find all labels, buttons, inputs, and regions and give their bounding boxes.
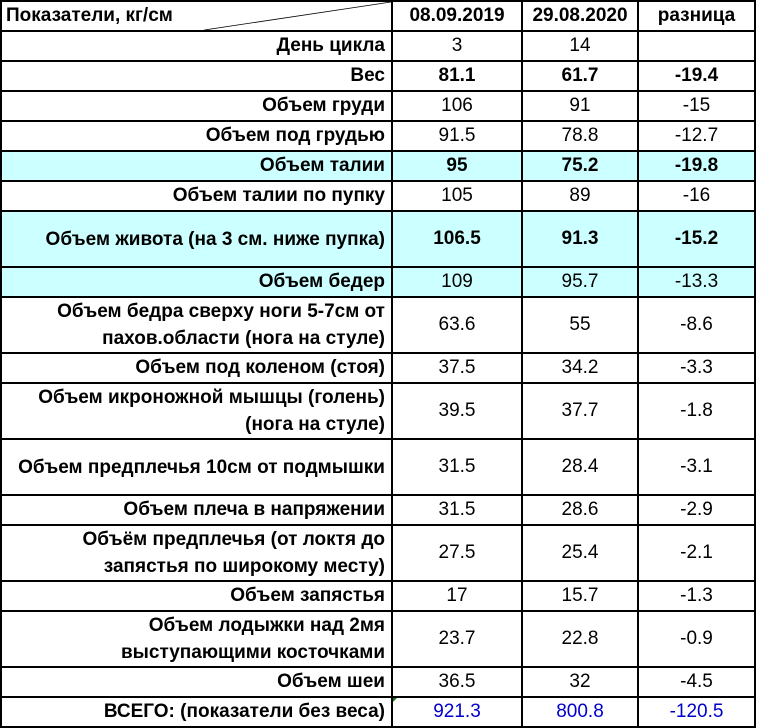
value-2019: 106.5 <box>392 211 522 267</box>
value-diff: -19.8 <box>638 151 755 181</box>
value-diff: -16 <box>638 181 755 211</box>
value-2019: 31.5 <box>392 495 522 525</box>
value-2020: 75.2 <box>522 151 638 181</box>
value-2019: 27.5 <box>392 525 522 581</box>
value-2020: 25.4 <box>522 525 638 581</box>
value-2020: 91.3 <box>522 211 638 267</box>
value-2019: 95 <box>392 151 522 181</box>
table-row <box>1 91 755 121</box>
table-row <box>1 495 755 525</box>
table-row <box>1 581 755 611</box>
value-2020: 28.4 <box>522 439 638 495</box>
total-2019-value: 921.3 <box>433 701 481 722</box>
table-row <box>1 211 755 267</box>
value-diff: -3.3 <box>638 353 755 383</box>
value-2020: 78.8 <box>522 121 638 151</box>
row-label: Объем лодыжки над 2мя выступающими косточками <box>1 611 392 667</box>
value-diff <box>638 31 755 61</box>
table-row <box>1 61 755 91</box>
value-2019: 81.1 <box>392 61 522 91</box>
row-label: Объем бедер <box>1 267 392 297</box>
table-row <box>1 121 755 151</box>
row-label: Объем под грудью <box>1 121 392 151</box>
value-diff: -15.2 <box>638 211 755 267</box>
header-row <box>1 1 755 31</box>
value-2019: 109 <box>392 267 522 297</box>
value-2019: 3 <box>392 31 522 61</box>
value-diff: -4.5 <box>638 667 755 697</box>
row-label: Объем запястья <box>1 581 392 611</box>
value-2020: 91 <box>522 91 638 121</box>
value-2020: 28.6 <box>522 495 638 525</box>
value-2019: 91.5 <box>392 121 522 151</box>
value-2019: 36.5 <box>392 667 522 697</box>
table-row <box>1 297 755 353</box>
row-label: День цикла <box>1 31 392 61</box>
total-diff: -120.5 <box>638 697 755 727</box>
row-label: Объем шеи <box>1 667 392 697</box>
total-2019 <box>392 697 522 727</box>
header-date2: 29.08.2020 <box>522 1 638 31</box>
total-2020: 800.8 <box>522 697 638 727</box>
value-2019: 63.6 <box>392 297 522 353</box>
value-diff: -2.9 <box>638 495 755 525</box>
value-2020: 95.7 <box>522 267 638 297</box>
value-diff: -1.3 <box>638 581 755 611</box>
row-label: Объем талии по пупку <box>1 181 392 211</box>
row-label: Объём предплечья (от локтя до запястья по широкому месту) <box>1 525 392 581</box>
value-diff: -1.8 <box>638 383 755 439</box>
value-diff: -8.6 <box>638 297 755 353</box>
table-row <box>1 31 755 61</box>
table-row <box>1 151 755 181</box>
value-diff: -13.3 <box>638 267 755 297</box>
row-label: Вес <box>1 61 392 91</box>
value-2019: 105 <box>392 181 522 211</box>
value-diff: -19.4 <box>638 61 755 91</box>
table-row <box>1 611 755 667</box>
value-2020: 32 <box>522 667 638 697</box>
value-diff: -3.1 <box>638 439 755 495</box>
value-2020: 15.7 <box>522 581 638 611</box>
total-label: ВСЕГО: (показатели без веса) <box>1 697 392 727</box>
value-2020: 14 <box>522 31 638 61</box>
table-row <box>1 439 755 495</box>
value-diff: -2.1 <box>638 525 755 581</box>
row-label: Объем икроножной мышцы (голень) (нога на стуле) <box>1 383 392 439</box>
header-date1: 08.09.2019 <box>392 1 522 31</box>
table-row <box>1 181 755 211</box>
row-label: Объем талии <box>1 151 392 181</box>
value-2020: 89 <box>522 181 638 211</box>
header-diff: разница <box>638 1 755 31</box>
value-2019: 37.5 <box>392 353 522 383</box>
value-2020: 55 <box>522 297 638 353</box>
row-label: Объем груди <box>1 91 392 121</box>
value-diff: -0.9 <box>638 611 755 667</box>
formula-indicator-icon <box>392 697 398 703</box>
table-row <box>1 353 755 383</box>
row-label: Объем предплечья 10см от подмышки <box>1 439 392 495</box>
value-2019: 23.7 <box>392 611 522 667</box>
value-2019: 31.5 <box>392 439 522 495</box>
row-label: Объем под коленом (стоя) <box>1 353 392 383</box>
row-label: Объем бедра сверху ноги 5-7см от пахов.области (нога на стуле) <box>1 297 392 353</box>
value-2019: 39.5 <box>392 383 522 439</box>
total-row <box>1 697 755 727</box>
table-row <box>1 667 755 697</box>
table-row <box>1 525 755 581</box>
table-row <box>1 383 755 439</box>
header-label: Показатели, кг/см <box>6 5 173 26</box>
value-2020: 37.7 <box>522 383 638 439</box>
value-2020: 22.8 <box>522 611 638 667</box>
value-2020: 34.2 <box>522 353 638 383</box>
value-2019: 17 <box>392 581 522 611</box>
row-label: Объем плеча в напряжении <box>1 495 392 525</box>
header-label-cell <box>1 1 392 31</box>
value-2020: 61.7 <box>522 61 638 91</box>
value-2019: 106 <box>392 91 522 121</box>
value-diff: -15 <box>638 91 755 121</box>
table-row <box>1 267 755 297</box>
row-label: Объем живота (на 3 см. ниже пупка) <box>1 211 392 267</box>
value-diff: -12.7 <box>638 121 755 151</box>
